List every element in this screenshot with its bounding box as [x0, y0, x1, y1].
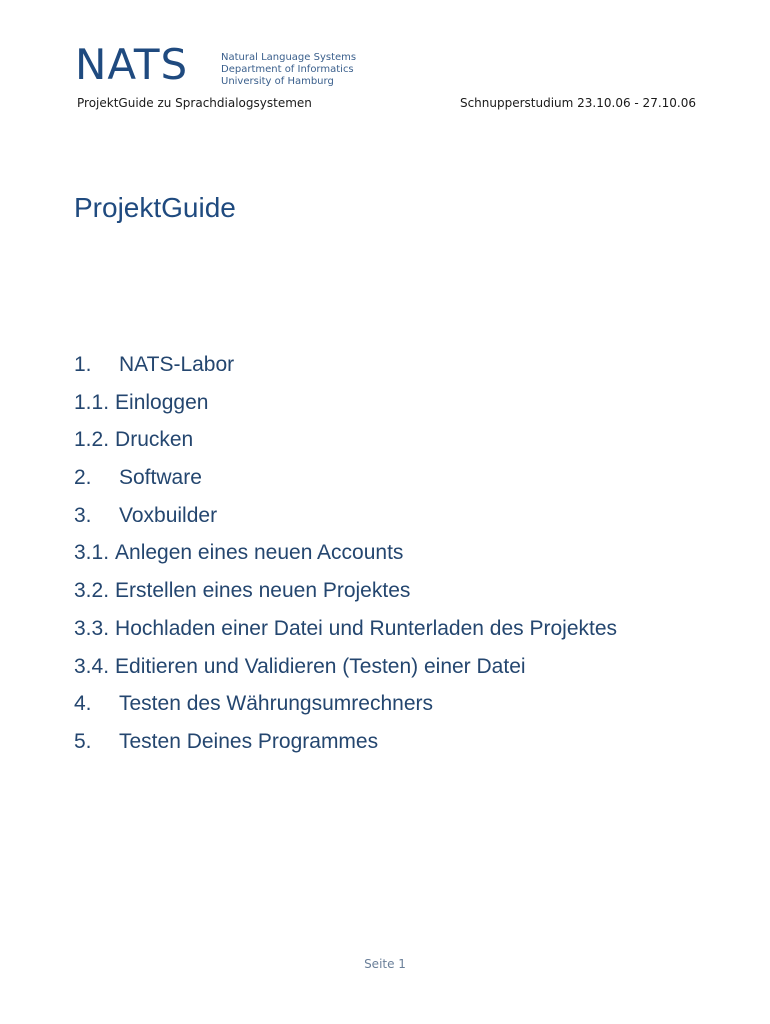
org-line: University of Hamburg: [221, 76, 334, 87]
toc-label: Einloggen: [115, 390, 209, 414]
toc-item: [74, 610, 617, 648]
nats-logo: NATS: [75, 40, 189, 89]
toc-label: Voxbuilder: [119, 503, 218, 527]
toc-item: [74, 346, 617, 384]
organization-info: [221, 52, 356, 88]
toc-item: [74, 534, 617, 572]
toc-item: [74, 685, 617, 723]
toc-number: 2.: [74, 466, 92, 490]
toc-label: Anlegen eines neuen Accounts: [115, 541, 404, 565]
toc-number: 5.: [74, 729, 92, 753]
header-project-title: ProjektGuide zu Sprachdialogsystemen: [77, 96, 312, 110]
toc-item: [74, 723, 617, 761]
toc-number: 3.2.: [74, 579, 110, 603]
toc-label: Editieren und Validieren (Testen) einer Datei: [115, 654, 526, 678]
page-number: Seite 1: [364, 957, 406, 971]
toc-label: Hochladen einer Datei und Runterladen des Projektes: [115, 616, 618, 640]
toc-number: 4.: [74, 692, 92, 716]
toc-item: [74, 384, 617, 422]
toc-label: Erstellen eines neuen Projektes: [115, 579, 411, 603]
toc-number: 1.: [74, 353, 92, 376]
toc-label: Testen Deines Programmes: [119, 729, 379, 753]
org-line: Department of Informatics: [221, 64, 354, 75]
toc-number: 3.1.: [74, 541, 110, 565]
toc-label: Drucken: [115, 428, 194, 452]
toc-item: [74, 459, 617, 497]
toc-number: 1.2.: [74, 428, 110, 452]
toc-number: 3.4.: [74, 654, 110, 678]
toc-item: [74, 572, 617, 610]
toc-item: [74, 421, 617, 459]
toc-label: Software: [119, 466, 202, 490]
toc-number: 1.1.: [74, 390, 110, 414]
header-date-range: Schnupperstudium 23.10.06 - 27.10.06: [459, 96, 696, 110]
toc-label: Testen des Währungsumrechners: [119, 692, 433, 716]
toc-item: [74, 648, 617, 686]
toc-number: 3.3.: [74, 616, 110, 640]
org-line: Natural Language Systems: [221, 52, 357, 63]
toc-number: 3.: [74, 503, 92, 527]
toc-item: [74, 497, 617, 535]
toc-label: NATS-Labor: [119, 353, 235, 376]
table-of-contents: [74, 346, 617, 761]
document-title: ProjektGuide: [74, 192, 236, 223]
